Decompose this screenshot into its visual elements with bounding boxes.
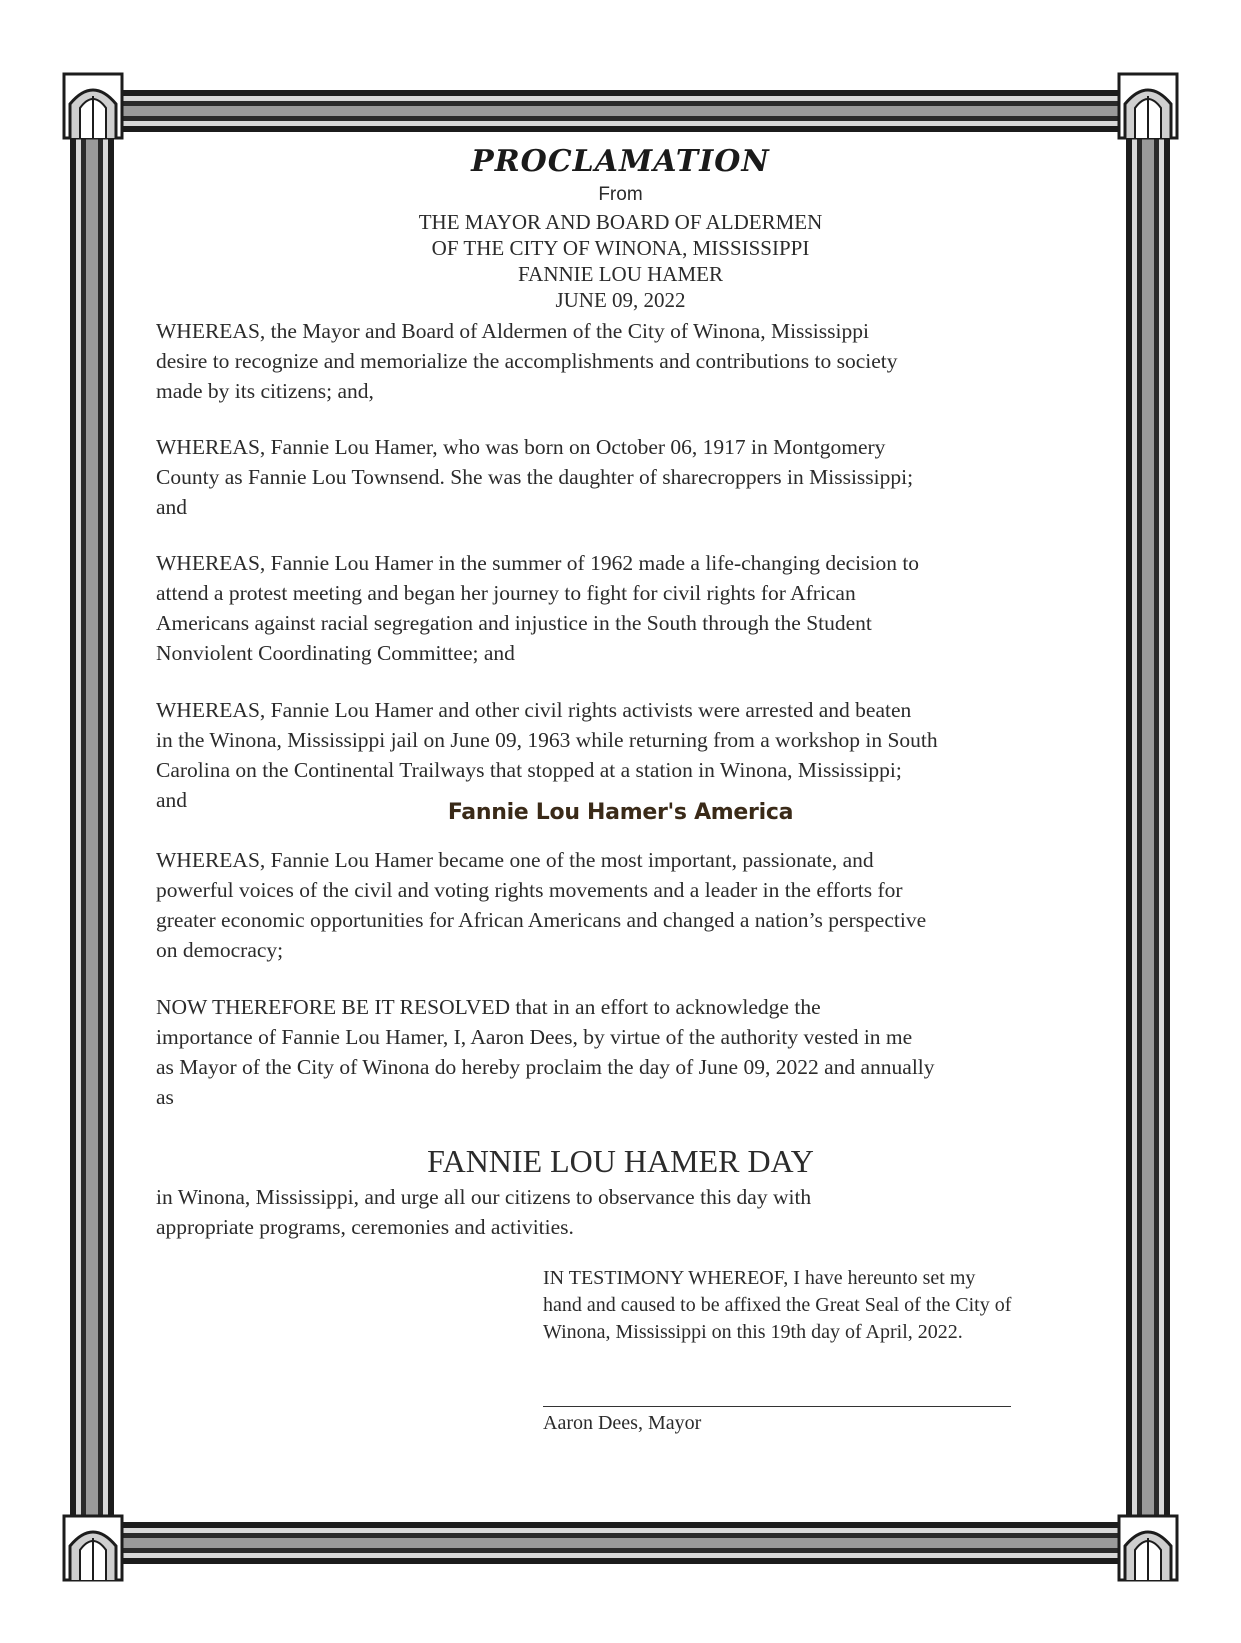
- overlay-caption: Fannie Lou Hamer's America: [447, 800, 794, 825]
- resolution-paragraph: NOW THEREFORE BE IT RESOLVED that in an effort to acknowledge the importance of Fannie Lou Hamer, I, Aaron Dees, by virtue of the authority vested in me as Mayor of the City of Winona do hereby proclaim the day of June 09, 2022 and annually as: [156, 995, 935, 1109]
- closing-paragraph: in Winona, Mississippi, and urge all our citizens to observance this day with appropriate programs, ceremonies and activities.: [156, 1185, 812, 1239]
- day-title: FANNIE LOU HAMER DAY: [427, 1143, 814, 1179]
- signature-name: Aaron Dees, Mayor: [543, 1412, 702, 1434]
- signature-line: [543, 1406, 1011, 1407]
- header-line-mayor-board: THE MAYOR AND BOARD OF ALDERMEN: [418, 210, 823, 234]
- testimony-paragraph: IN TESTIMONY WHEREOF, I have hereunto set my hand and caused to be affixed the Great Seal of the City of Winona, Mississippi on this 19th day of April, 2022.: [543, 1267, 1012, 1343]
- whereas-paragraph-1: WHEREAS, the Mayor and Board of Aldermen of the City of Winona, Mississippi desire to recognize and memorialize the accomplishments and contributions to society made by its citizens; and,: [156, 319, 898, 403]
- whereas-paragraph-2: WHEREAS, Fannie Lou Hamer, who was born on October 06, 1917 in Montgomery County as Fannie Lou Townsend. She was the daughter of sharecroppers in Mississippi; and: [156, 435, 914, 519]
- header-line-date: JUNE 09, 2022: [555, 288, 686, 312]
- whereas-paragraph-3: WHEREAS, Fannie Lou Hamer in the summer of 1962 made a life-changing decision to attend a protest meeting and began her journey to fight for civil rights for African Americans against racial segregation and injustice in the South through the Student Nonviolent Coordinating Committee; and: [156, 551, 920, 665]
- whereas-paragraph-5: WHEREAS, Fannie Lou Hamer became one of the most important, passionate, and powerful voices of the civil and voting rights movements and a leader in the efforts for greater economic opportunities for African Americans and changed a nation’s perspective on democracy;: [156, 848, 927, 962]
- from-label: From: [598, 184, 643, 205]
- header-line-city: OF THE CITY OF WINONA, MISSISSIPPI: [431, 236, 810, 260]
- proclamation-title: PROCLAMATION: [471, 144, 770, 179]
- header-line-honoree: FANNIE LOU HAMER: [518, 262, 723, 286]
- whereas-paragraph-4: WHEREAS, Fannie Lou Hamer and other civil rights activists were arrested and beaten in the Winona, Mississippi jail on June 09, 1963 while returning from a workshop in South Carolina on the Continental Trailways that stopped at a station in Winona, Mississippi; and: [156, 698, 938, 812]
